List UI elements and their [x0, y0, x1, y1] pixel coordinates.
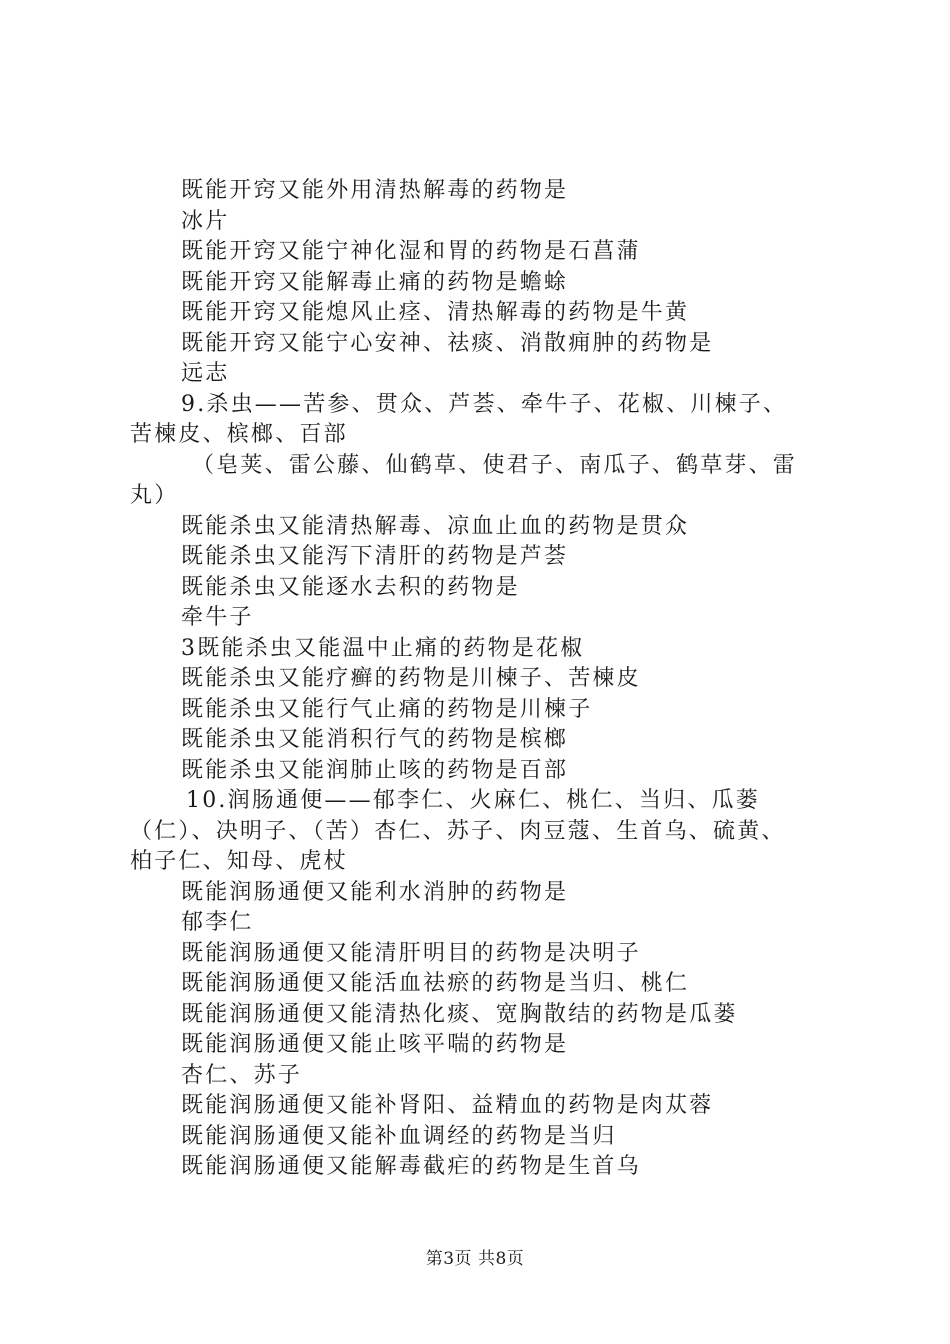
text-line: 丸） — [130, 483, 179, 508]
text-line: 既能杀虫又能清热解毒、凉血止血的药物是贯众 — [181, 513, 690, 539]
text-line: 柏子仁、知母、虎杖 — [130, 849, 348, 874]
text-line: （皂荚、雷公藤、仙鹤草、使君子、南瓜子、鹤草芽、雷 — [192, 452, 798, 478]
document-body — [130, 176, 850, 1183]
text-line: 既能润肠通便又能清热化痰、宽胸散结的药物是瓜蒌 — [181, 1001, 738, 1027]
text-line: 既能开窍又能解毒止痛的药物是蟾蜍 — [181, 269, 569, 295]
text-line: 既能润肠通便又能补肾阳、益精血的药物是肉苁蓉 — [181, 1093, 714, 1118]
text-line: 既能杀虫又能行气止痛的药物是川楝子 — [181, 696, 593, 722]
text-line: 既能杀虫又能消积行气的药物是槟榔 — [181, 727, 569, 752]
text-line: 既能润肠通便又能活血祛瘀的药物是当归、桃仁 — [181, 971, 690, 996]
text-line: 既能开窍又能熄风止痉、清热解毒的药物是牛黄 — [181, 300, 690, 325]
text-line: 郁李仁 — [181, 910, 254, 935]
text-line: 既能杀虫又能泻下清肝的药物是芦荟 — [181, 544, 569, 569]
section-heading-kill-worms: 9.杀虫——苦参、贯众、芦荟、牵牛子、花椒、川楝子、 — [181, 391, 788, 417]
text-line: 苦楝皮、槟榔、百部 — [130, 422, 348, 447]
text-line: 既能润肠通便又能利水消肿的药物是 — [181, 879, 569, 905]
section-heading-laxative: 10.润肠通便——郁李仁、火麻仁、桃仁、当归、瓜蒌 — [186, 788, 760, 813]
text-line: 既能开窍又能宁心安神、祛痰、消散痈肿的药物是 — [181, 330, 714, 356]
text-line: 牵牛子 — [181, 605, 254, 630]
text-line: 既能润肠通便又能止咳平喘的药物是 — [181, 1032, 569, 1057]
text-line: 冰片 — [181, 208, 230, 234]
text-line: 既能杀虫又能逐水去积的药物是 — [181, 574, 520, 600]
text-line: 杏仁、苏子 — [181, 1062, 303, 1088]
text-line: 既能润肠通便又能补血调经的药物是当归 — [181, 1123, 617, 1149]
text-line: 3既能杀虫又能温中止痛的药物是花椒 — [181, 635, 585, 661]
text-line: （仁）、决明子、（苦）杏仁、苏子、肉豆蔻、生首乌、硫黄、 — [130, 818, 786, 844]
text-line: 既能开窍又能宁神化湿和胃的药物是石菖蒲 — [181, 239, 641, 264]
text-line: 远志 — [181, 361, 230, 386]
text-line: 既能润肠通便又能清肝明目的药物是决明子 — [181, 940, 641, 966]
page-number-footer: 第3页 共8页 — [425, 1249, 525, 1269]
text-line: 既能杀虫又能润肺止咳的药物是百部 — [181, 757, 569, 783]
text-line: 既能润肠通便又能解毒截疟的药物是生首乌 — [181, 1154, 641, 1179]
text-line: 既能开窍又能外用清热解毒的药物是 — [181, 178, 569, 203]
text-line: 既能杀虫又能疗癣的药物是川楝子、苦楝皮 — [181, 666, 641, 691]
